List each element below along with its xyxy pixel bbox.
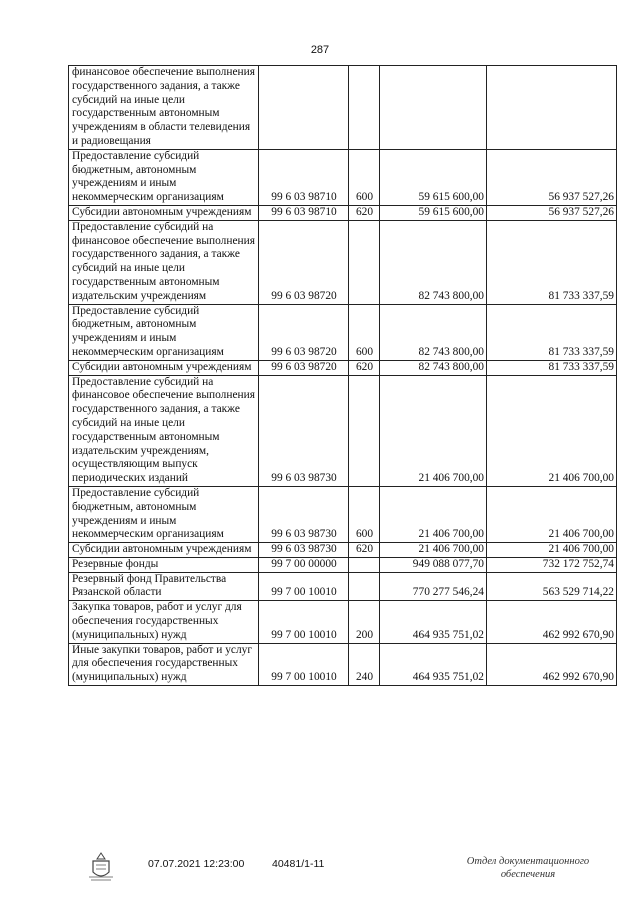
row-name: Субсидии автономным учреждениям (69, 543, 259, 558)
row-name: Предоставление субсидий бюджетным, автономным учреждениям и иным некоммерческим организациям (69, 304, 259, 360)
row-value-actual: 21 406 700,00 (487, 543, 617, 558)
row-value-actual: 81 733 337,59 (487, 304, 617, 360)
row-value-actual: 462 992 670,90 (487, 643, 617, 685)
row-code: 99 6 03 98710 (259, 149, 349, 205)
row-type: 620 (349, 360, 380, 375)
table-row (69, 601, 617, 643)
table-row (69, 643, 617, 685)
row-code: 99 6 03 98720 (259, 360, 349, 375)
row-value-plan: 21 406 700,00 (380, 375, 487, 486)
table-row (69, 486, 617, 542)
row-code (259, 66, 349, 150)
row-value-actual (487, 66, 617, 150)
row-name: Предоставление субсидий бюджетным, автономным учреждениям и иным некоммерческим организациям (69, 486, 259, 542)
row-name: Предоставление субсидий бюджетным, автономным учреждениям и иным некоммерческим организациям (69, 149, 259, 205)
row-value-actual: 81 733 337,59 (487, 220, 617, 304)
row-value-plan: 82 743 800,00 (380, 360, 487, 375)
row-type: 600 (349, 149, 380, 205)
stamp-line-1: Отдел документационного (466, 856, 590, 867)
row-code: 99 7 00 10010 (259, 643, 349, 685)
row-name: Предоставление субсидий на финансовое обеспечение выполнения государственного задания, а также субсидий на иные цели государственным автономным издательским учреждениям (69, 220, 259, 304)
department-stamp (448, 855, 608, 881)
stamp-line-2: обеспечения (500, 869, 556, 880)
table-row (69, 66, 617, 150)
row-code: 99 6 03 98710 (259, 205, 349, 220)
footer-doc-number: 40481/1-11 (272, 858, 325, 870)
row-type (349, 375, 380, 486)
row-name: Предоставление субсидий на финансовое обеспечение выполнения государственного задания, а также субсидий на иные цели государственным автономным издательским учреждениям, осуществляющим выпуск периодических изданий (69, 375, 259, 486)
row-value-actual: 21 406 700,00 (487, 486, 617, 542)
row-value-plan: 949 088 077,70 (380, 557, 487, 572)
row-type (349, 220, 380, 304)
row-value-actual: 563 529 714,22 (487, 572, 617, 601)
row-type: 200 (349, 601, 380, 643)
row-value-plan: 464 935 751,02 (380, 601, 487, 643)
row-name: финансовое обеспечение выполнения государственного задания, а также субсидий на иные цели государственным автономным учреждениям в области телевидения и радиовещания (69, 66, 259, 150)
row-type (349, 66, 380, 150)
row-value-plan: 770 277 546,24 (380, 572, 487, 601)
table-row (69, 220, 617, 304)
table-row (69, 375, 617, 486)
row-code: 99 7 00 10010 (259, 601, 349, 643)
row-code: 99 6 03 98720 (259, 304, 349, 360)
row-value-actual: 732 172 752,74 (487, 557, 617, 572)
row-code: 99 6 03 98730 (259, 486, 349, 542)
row-type: 240 (349, 643, 380, 685)
row-value-plan: 59 615 600,00 (380, 205, 487, 220)
row-type (349, 572, 380, 601)
budget-table (68, 65, 617, 686)
coat-of-arms-icon (84, 850, 118, 884)
row-code: 99 6 03 98730 (259, 375, 349, 486)
row-name: Резервные фонды (69, 557, 259, 572)
row-name: Субсидии автономным учреждениям (69, 205, 259, 220)
row-code: 99 6 03 98720 (259, 220, 349, 304)
table-row (69, 205, 617, 220)
row-type: 600 (349, 486, 380, 542)
row-name: Резервный фонд Правительства Рязанской области (69, 572, 259, 601)
row-value-plan (380, 66, 487, 150)
row-code: 99 6 03 98730 (259, 543, 349, 558)
table-row (69, 572, 617, 601)
page-number: 287 (310, 44, 330, 56)
row-value-plan: 82 743 800,00 (380, 304, 487, 360)
row-name: Субсидии автономным учреждениям (69, 360, 259, 375)
table-row (69, 304, 617, 360)
row-value-actual: 56 937 527,26 (487, 149, 617, 205)
row-name: Иные закупки товаров, работ и услуг для обеспечения государственных (муниципальных) нужд (69, 643, 259, 685)
budget-table-body (69, 66, 617, 686)
row-type: 620 (349, 205, 380, 220)
row-value-plan: 59 615 600,00 (380, 149, 487, 205)
table-row (69, 360, 617, 375)
row-code: 99 7 00 00000 (259, 557, 349, 572)
row-value-actual: 81 733 337,59 (487, 360, 617, 375)
row-name: Закупка товаров, работ и услуг для обеспечения государственных (муниципальных) нужд (69, 601, 259, 643)
table-row (69, 149, 617, 205)
row-value-actual: 56 937 527,26 (487, 205, 617, 220)
row-value-actual: 462 992 670,90 (487, 601, 617, 643)
row-type: 620 (349, 543, 380, 558)
row-value-plan: 82 743 800,00 (380, 220, 487, 304)
row-code: 99 7 00 10010 (259, 572, 349, 601)
row-type (349, 557, 380, 572)
row-value-plan: 464 935 751,02 (380, 643, 487, 685)
row-value-plan: 21 406 700,00 (380, 486, 487, 542)
table-row (69, 543, 617, 558)
row-type: 600 (349, 304, 380, 360)
footer-datetime: 07.07.2021 12:23:00 (148, 858, 245, 870)
table-row (69, 557, 617, 572)
row-value-actual: 21 406 700,00 (487, 375, 617, 486)
row-value-plan: 21 406 700,00 (380, 543, 487, 558)
